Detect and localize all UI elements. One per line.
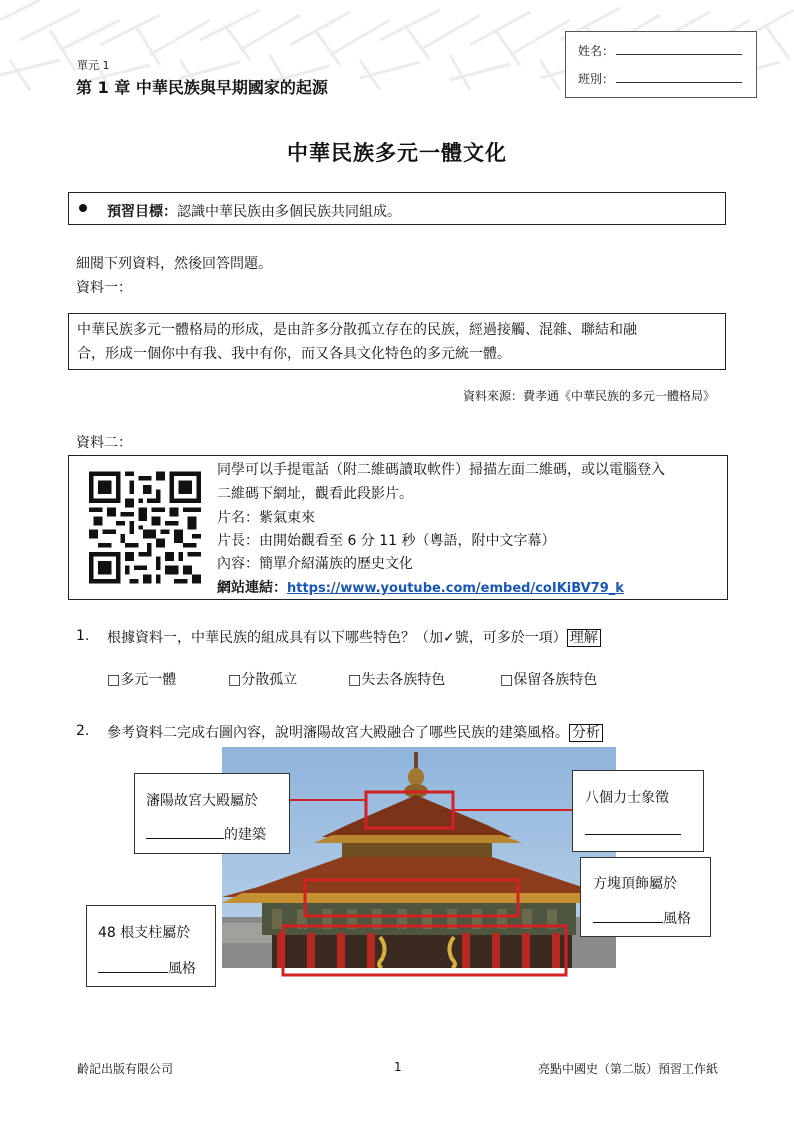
- label-brackets-suffix: 風格: [663, 911, 691, 927]
- source1-citation: 資料來源：費孝通《中華民族的多元一體格局》: [462, 389, 715, 403]
- class-field[interactable]: [616, 72, 742, 83]
- label-guardians-line2: [585, 821, 681, 839]
- answer-blank-guardians[interactable]: [585, 821, 681, 835]
- answer-blank-brackets[interactable]: [593, 909, 663, 923]
- label-columns-line1: 48 根支柱屬於: [98, 925, 191, 941]
- label-building-line1: 瀋陽故宮大殿屬於: [146, 793, 258, 809]
- q2-skill-tag: 分析: [569, 724, 603, 742]
- q1-option-3[interactable]: □失去各族特色: [348, 672, 446, 688]
- film-length: 片長：由開始觀看至 6 分 11 秒（粵語，附中文字幕）: [217, 533, 556, 549]
- source1-box: [68, 313, 726, 370]
- class-label: 班別：: [578, 72, 615, 86]
- link-row: [217, 577, 624, 597]
- objective-label: 預習目標：: [107, 204, 177, 220]
- film-content: 內容：簡單介紹滿族的歷史文化: [217, 556, 413, 572]
- q1-text: 根據資料一，中華民族的組成具有以下哪些特色？（加✓號，可多於一項）: [107, 630, 567, 646]
- label-columns-suffix: 風格: [168, 961, 196, 977]
- label-building-line2: [146, 824, 266, 844]
- footer-book-title: 亮點中國史（第二版）預習工作紙: [537, 1062, 718, 1076]
- label-columns-line2: [98, 958, 196, 978]
- unit-label: 單元 1: [77, 59, 110, 72]
- footer-publisher: 齡記出版有限公司: [77, 1062, 174, 1076]
- q1-question: [107, 627, 601, 647]
- source2-line1: 同學可以手提電話（附二維碼讀取軟件）掃描左面二維碼，或以電腦登入: [217, 462, 665, 478]
- student-info-box: [565, 31, 757, 98]
- instruction: 細閱下列資料，然後回答問題。: [76, 256, 272, 272]
- objective-box: [68, 192, 726, 225]
- class-row: [578, 70, 742, 87]
- name-label: 姓名：: [578, 44, 615, 58]
- label-box-brackets: [580, 857, 711, 937]
- source2-heading: 資料二：: [76, 435, 132, 451]
- q1-number: 1.: [76, 628, 90, 644]
- q2-number: 2.: [76, 723, 90, 739]
- answer-blank-columns[interactable]: [98, 959, 168, 973]
- film-name: 片名：紫氣東來: [217, 510, 315, 526]
- source1-line2: 合，形成一個你中有我、我中有你，而又各具文化特色的多元統一體。: [77, 346, 511, 362]
- q1-option-1[interactable]: □多元一體: [107, 672, 177, 688]
- source2-line2: 二維碼下網址，觀看此段影片。: [217, 486, 413, 502]
- label-box-building: [134, 773, 290, 854]
- q1-option-2[interactable]: □分散孤立: [228, 672, 298, 688]
- answer-blank-building[interactable]: [146, 825, 224, 839]
- q1-skill-tag: 理解: [567, 629, 601, 647]
- objective-text: 認識中華民族由多個民族共同組成。: [177, 204, 401, 220]
- source2-box: [68, 455, 728, 600]
- q2-text: 參考資料二完成右圖內容，說明瀋陽故宮大殿融合了哪些民族的建築風格。: [107, 725, 569, 741]
- chapter-title: 第 1 章 中華民族與早期國家的起源: [76, 78, 328, 97]
- source1-line1: 中華民族多元一體格局的形成，是由許多分散孤立存在的民族，經過接觸、混雜、聯結和融: [77, 322, 637, 338]
- name-row: [578, 42, 742, 59]
- page-title: 中華民族多元一體文化: [287, 141, 507, 165]
- label-building-suffix: 的建築: [224, 827, 266, 843]
- footer-page-number: 1: [394, 1060, 402, 1074]
- label-box-columns: [86, 905, 216, 987]
- source1-heading: 資料一：: [76, 280, 132, 296]
- label-brackets-line2: [593, 908, 691, 928]
- bullet-icon: [79, 204, 87, 212]
- label-brackets-line1: 方塊頂飾屬於: [593, 876, 677, 892]
- q2-question: [107, 722, 603, 742]
- label-box-guardians: [572, 770, 704, 852]
- label-guardians-line1: 八個力士象徵: [585, 790, 669, 806]
- link-label: 網站連結：: [217, 580, 287, 596]
- q1-option-4[interactable]: □保留各族特色: [500, 672, 598, 688]
- qr-code-icon[interactable]: [89, 470, 201, 585]
- name-field[interactable]: [616, 44, 742, 55]
- video-link[interactable]: https://www.youtube.com/embed/coIKiBV79_k: [287, 581, 624, 596]
